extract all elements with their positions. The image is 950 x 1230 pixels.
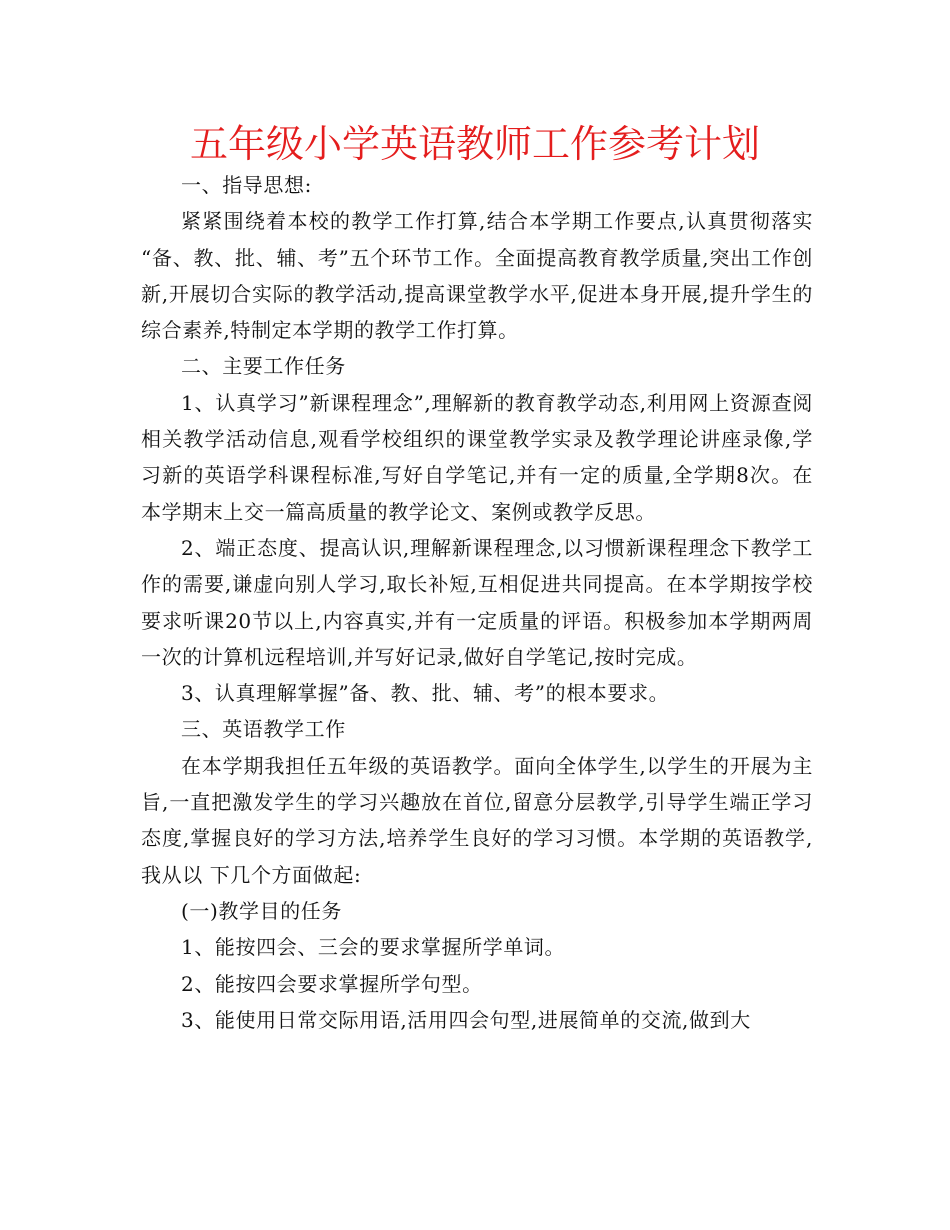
paragraph-task-2: 2、端正态度、提高认识,理解新课程理念,以习惯新课程理念下教学工作的需要,谦虚向别人学习,取长补短,互相促进共同提高。在本学期按学校要求听课20节以上,内容真实,并有一定质量的评语。积极参加本学期两周一次的计算机远程培训,并写好记录,做好自学笔记,按时完成。 <box>141 535 813 669</box>
subsection-heading-teaching-goals: (一)教学目的任务 <box>181 898 343 923</box>
section-heading-english-teaching: 三、英语教学工作 <box>181 717 346 742</box>
list-item-goal-3: 3、能使用日常交际用语,活用四会句型,进展简单的交流,做到大 <box>181 1007 751 1032</box>
paragraph-task-3: 3、认真理解掌握”备、教、批、辅、考”的根本要求。 <box>181 681 670 706</box>
section-heading-guiding-ideology: 一、指导思想: <box>181 173 312 197</box>
document-title: 五年级小学英语教师工作参考计划 <box>189 122 760 166</box>
section-heading-main-tasks: 二、主要工作任务 <box>181 354 346 379</box>
list-item-goal-1: 1、能按四会、三会的要求掌握所学单词。 <box>181 935 566 960</box>
paragraph-guiding-ideology: 紧紧围绕着本校的教学工作打算,结合本学期工作要点,认真贯彻落实 “备、教、批、辅、考”五个环节工作。全面提高教育教学质量,突出工作创新,开展切合实际的教学活动,提高课堂教学水平,促进本身开展,提升学生的综合素养,特制定本学期的教学工作打算。 <box>141 209 813 343</box>
paragraph-english-teaching: 在本学期我担任五年级的英语教学。面向全体学生,以学生的开展为主旨,一直把激发学生的学习兴趣放在首位,留意分层教学,引导学生端正学习态度,掌握良好的学习方法,培养学生良好的学习习惯。本学期的英语教学,我从以 下几个方面做起: <box>141 753 813 887</box>
document-body <box>141 167 813 1038</box>
list-item-goal-2: 2、能按四会要求掌握所学句型。 <box>181 971 483 996</box>
paragraph-task-1: 1、认真学习”新课程理念”,理解新的教育教学动态,利用网上资源查阅相关教学活动信息,观看学校组织的课堂教学实录及教学理论讲座录像,学习新的英语学科课程标准,写好自学笔记,并有一定的质量,全学期8次。在本学期末上交一篇高质量的教学论文、案例或教学反思。 <box>141 390 813 524</box>
